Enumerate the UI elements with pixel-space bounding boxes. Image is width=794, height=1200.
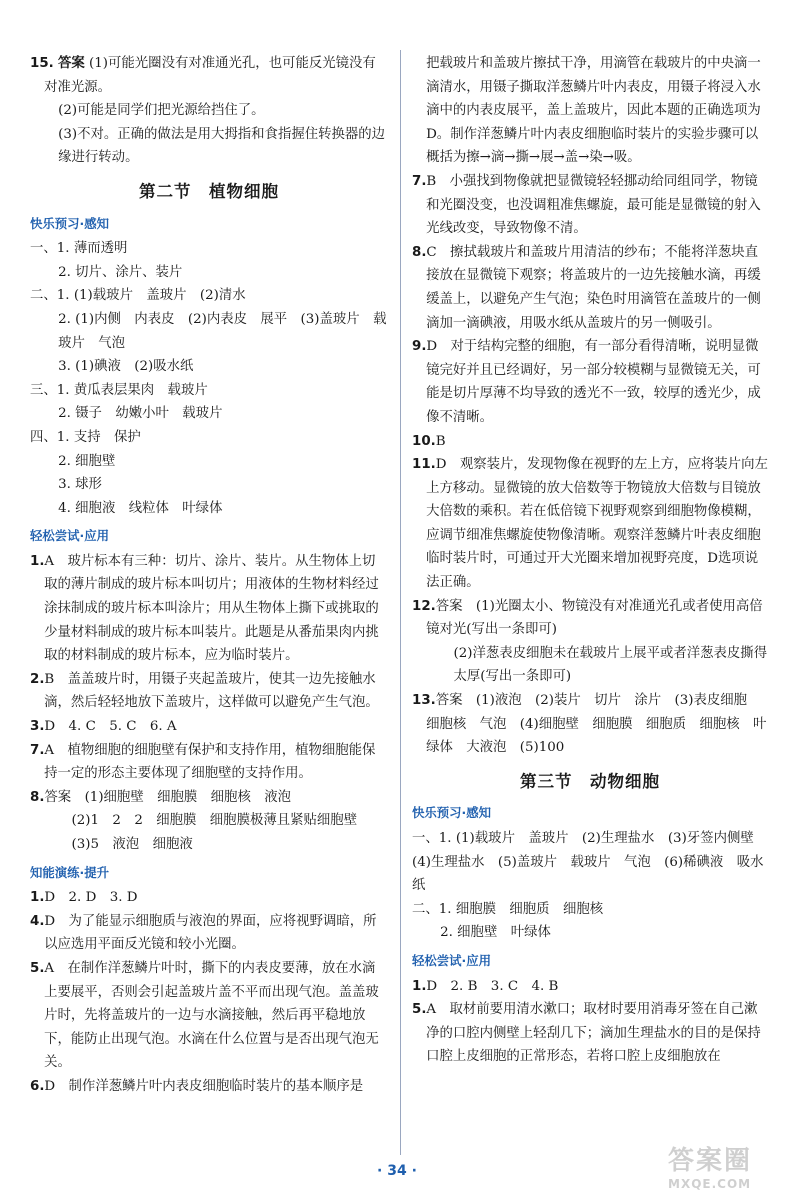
answer-text: 答案 (1)液泡 (2)装片 切片 涂片 (3)表皮细胞 细胞核 气泡 (4)细胞壁 细胞膜 细胞质 细胞核 叶绿体 大液泡 (5)100 [426, 693, 767, 756]
subsection-heading: 快乐预习·感知 [412, 805, 492, 821]
question-number: 1. [412, 978, 427, 994]
answer-text: (1)可能光圈没有对准通光孔，也可能反光镜没有对准光源。 [44, 56, 376, 95]
list-item [30, 957, 388, 1075]
list-item: 2. 细胞壁 叶绿体 [440, 925, 551, 941]
list-item: 二、1. (1)载玻片 盖玻片 (2)清水 [30, 288, 246, 304]
list-item [412, 453, 768, 595]
question-number: 6. [30, 1078, 45, 1094]
answer-text: D 制作洋葱鳞片叶内表皮细胞临时装片的基本顺序是 [44, 1078, 364, 1094]
question-number: 7. [412, 173, 427, 189]
list-item: 2. 切片、涂片、装片 [58, 264, 183, 280]
list-item: 二、1. 细胞膜 细胞质 细胞核 [412, 901, 604, 917]
answer-text: A 植物细胞的细胞壁有保护和支持作用，植物细胞能保持一定的形态主要体现了细胞壁的支持作用。 [44, 742, 376, 782]
answer-text: 把载玻片和盖玻片擦拭干净，用滴管在载玻片的中央滴一滴清水，用镊子撕取洋葱鳞片叶内表皮，用镊子将浸入水滴中的内表皮展平，盖上盖玻片，因此本题的正确选项为D。制作洋葱鳞片叶内表皮细胞临时装片的实验步骤可以概括为擦→滴→撕→展→盖→染→吸。 [426, 56, 761, 166]
answer-text: D 为了能显示细胞质与液泡的界面，应将视野调暗，所以应选用平面反光镜和较小光圈。 [44, 913, 377, 953]
list-item: 一、1. 薄而透明 [30, 241, 128, 257]
answer-text: D 观察装片，发现物像在视野的左上方，应将装片向左上方移动。显微镜的放大倍数等于物镜放大倍数与目镜放大倍数的乘积。若在低倍镜下视野观察到细胞物像模糊，应调节细准焦螺旋使物像清晰。观察洋葱鳞片叶表皮细胞临时装片时，可通过开大光圈来增加视野亮度，D选项说法正确。 [426, 457, 768, 591]
answer-text: C 擦拭载玻片和盖玻片用清洁的纱布；不能将洋葱块直接放在显微镜下观察；将盖玻片的一边先接触水滴，再缓缓盖上，以避免产生气泡；染色时用滴管在盖玻片的一侧滴加一滴碘液，用吸水纸从盖玻片的另一侧吸引。 [426, 244, 761, 331]
answer-text: B 小强找到物像就把显微镜轻轻挪动给同组同学，物镜和光圈没变，也没调粗准焦螺旋，最可能是显微镜的射入光线改变，导致物像不清。 [426, 173, 761, 237]
section-title: 第三节 动物细胞 [520, 771, 660, 791]
list-item [412, 998, 768, 1069]
list-item: 四、1. 支持 保护 [30, 429, 141, 445]
question-number: 13. [412, 693, 436, 709]
subsection-heading: 轻松尝试·应用 [30, 528, 110, 544]
answer-text: B 盖盖玻片时，用镊子夹起盖玻片，使其一边先接触水滴，然后轻轻地放下盖玻片，这样做可以避免产生气泡。 [44, 671, 379, 711]
list-item [30, 550, 388, 668]
subsection-heading: 轻松尝试·应用 [412, 952, 492, 968]
list-item [412, 430, 768, 454]
list-item [30, 668, 388, 715]
list-item: 3. (1)碘液 (2)吸水纸 [58, 359, 194, 375]
question-number: 10. [412, 433, 436, 449]
list-item: 2. 细胞壁 [58, 453, 116, 469]
list-item [412, 689, 768, 760]
question-number: 8. [412, 244, 427, 260]
list-item [30, 739, 388, 786]
question-number: 1. [30, 553, 45, 569]
list-item: 2. (1)内侧 内表皮 (2)内表皮 展平 (3)盖玻片 载玻片 气泡 [58, 311, 387, 351]
list-item: 三、1. 黄瓜表层果肉 载玻片 [30, 382, 208, 398]
answer-text: 答案 (1)光圈太小、物镜没有对准通光孔或者使用高倍镜对光(写出一条即可) [426, 598, 763, 638]
subsection-heading: 快乐预习·感知 [30, 215, 110, 231]
answer-text: A 在制作洋葱鳞片叶时，撕下的内表皮要薄，放在水滴上要展平，否则会引起盖玻片盖不平而出现气泡。盖盖玻片时，先将盖玻片的一边与水滴接触，然后再平稳地放下，能防止出现气泡。水滴在什么位置与是否出现气泡无关。 [44, 960, 379, 1071]
list-item: (2)1 2 2 细胞膜 细胞膜极薄且紧贴细胞壁 [71, 813, 358, 829]
question-number: 8. [30, 789, 45, 805]
question-number: 9. [412, 339, 427, 355]
list-item: 4. 细胞液 线粒体 叶绿体 [58, 500, 223, 516]
question-number: 3. [30, 719, 45, 735]
question-15 [30, 52, 388, 99]
answer-text: D 2. B 3. C 4. B [426, 978, 559, 994]
list-item: (3)5 液泡 细胞液 [71, 837, 193, 852]
answer-text: D 2. D 3. D [44, 890, 138, 906]
subsection-heading: 知能演练·提升 [30, 864, 110, 880]
list-item [30, 1075, 388, 1099]
list-item [412, 595, 768, 642]
question-number: 5. [30, 960, 45, 976]
answer-text: D 对于结构完整的细胞，有一部分看得清晰，说明显微镜完好并且已经调好，另一部分较模糊与显微镜无关，可能是切片厚薄不均导致的透光不一致，较厚的透光少，成像不清晰。 [426, 339, 761, 425]
question-number: 4. [30, 913, 45, 929]
list-item [412, 975, 768, 999]
question-number: 12. [412, 598, 436, 614]
list-item: 2. 镊子 幼嫩小叶 载玻片 [58, 406, 223, 422]
question-number: 1. [30, 890, 45, 906]
list-item [30, 886, 388, 910]
answer-text: B [435, 433, 446, 449]
watermark-logo [668, 1140, 788, 1196]
watermark-main: 答案圈 [668, 1146, 753, 1176]
watermark-site: MXQE.COM [668, 1177, 752, 1191]
page-number: · 34 · [377, 1163, 417, 1179]
list-item [412, 335, 768, 429]
answer-text: D 4. C 5. C 6. A [44, 719, 177, 735]
list-item: 一、1. (1)载玻片 盖玻片 (2)生理盐水 (3)牙签内侧壁 (4)生理盐水 (5)盖玻片 载玻片 气泡 (6)稀碘液 吸水纸 [412, 831, 768, 894]
question-number: 5. [412, 1002, 427, 1018]
list-item: (2)洋葱表皮细胞未在载玻片上展平或者洋葱表皮撕得太厚(写出一条即可) [453, 645, 768, 685]
question-number: 2. [30, 671, 45, 687]
list-item: 3. 球形 [58, 477, 102, 493]
list-item [30, 715, 388, 739]
question-number: 11. [412, 457, 436, 473]
answer-text: A 取材前要用清水漱口；取材时要用消毒牙签在自己漱净的口腔内侧壁上轻刮几下；滴加生理盐水的目的是保持口腔上皮细胞的正常形态，若将口腔上皮细胞放在 [426, 1002, 761, 1065]
answer-text: (3)不对。正确的做法是用大拇指和食指握住转换器的边缘进行转动。 [58, 126, 386, 166]
answer-text: (2)可能是同学们把光源给挡住了。 [58, 103, 265, 119]
question-number: 15. [30, 56, 54, 71]
left-column [30, 52, 388, 1099]
column-divider [400, 50, 401, 1155]
list-item [412, 170, 768, 241]
answer-text: A 玻片标本有三种：切片、涂片、装片。从生物体上切取的薄片制成的玻片标本叫切片；用液体的生物材料经过涂抹制成的玻片标本叫涂片；用从生物体上撕下或挑取的少量材料制成的玻片标本叫装片。此题是从番茄果肉内挑取的材料制成的玻片标本，应为临时装片。 [44, 553, 379, 664]
page-number-value: 34 [387, 1163, 407, 1179]
list-item [30, 910, 388, 957]
right-column [412, 52, 768, 1069]
question-number: 7. [30, 742, 45, 758]
list-item [412, 241, 768, 335]
list-item [30, 786, 388, 810]
section-title: 第二节 植物细胞 [139, 181, 279, 201]
answer-text: 答案 (1)细胞壁 细胞膜 细胞核 液泡 [44, 789, 292, 805]
answer-label: 答案 [58, 56, 85, 71]
